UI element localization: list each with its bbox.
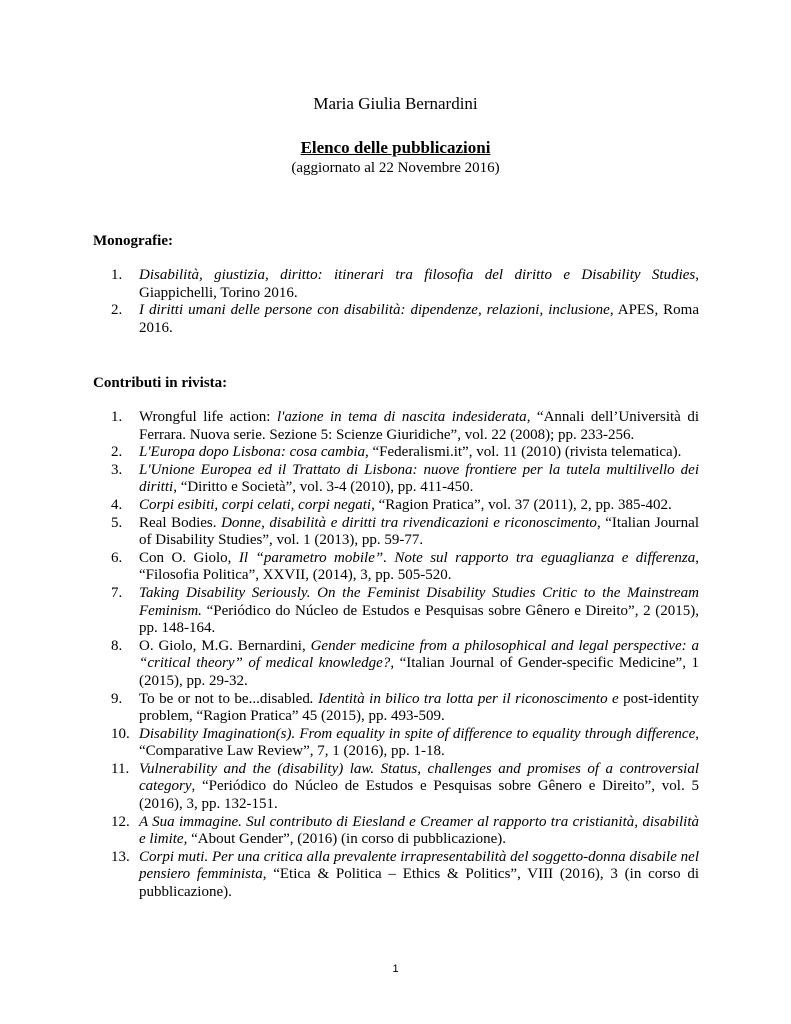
list-item-number: 10. bbox=[111, 725, 130, 742]
list-item bbox=[93, 849, 699, 902]
list-item bbox=[93, 638, 699, 691]
section-heading-contributi: Contributi in rivista: bbox=[93, 375, 228, 391]
text-segment: O. Giolo, M.G. Bernardini, bbox=[139, 637, 311, 654]
text-segment: , “Comparative Law Review”, 7, 1 (2016), pp. 1-18. bbox=[139, 725, 699, 760]
list-item bbox=[93, 585, 699, 638]
list-item-text bbox=[139, 497, 699, 515]
list-item-text bbox=[139, 585, 699, 638]
text-segment: Wrongful life action: bbox=[139, 409, 277, 425]
text-segment: Con O. Giolo, bbox=[139, 549, 239, 566]
author-name: Maria Giulia Bernardini bbox=[313, 94, 478, 113]
list-item bbox=[93, 267, 699, 302]
italic-title-segment: Disabilità, giustizia, diritto: itinerari tra filosofia del diritto e Disability Studies bbox=[139, 267, 696, 283]
contributi-list bbox=[93, 409, 699, 902]
list-item-text bbox=[139, 691, 699, 726]
list-item-number: 4. bbox=[111, 496, 123, 513]
list-item-number: 2. bbox=[111, 444, 123, 461]
text-segment: post-identity problem, “Ragion Pratica” 45 (2015), pp. 493-509. bbox=[139, 690, 700, 725]
italic-title-segment: Donne, disabilità e diritti tra rivendicazioni e riconoscimento bbox=[221, 514, 597, 531]
page-title: Elenco delle pubblicazioni bbox=[300, 138, 491, 157]
list-item bbox=[93, 409, 699, 444]
text-segment: To be or not to be...disabled bbox=[139, 690, 310, 707]
list-item-text bbox=[139, 726, 699, 761]
italic-title-segment: . Identità in bilico tra lotta per il riconoscimento e bbox=[309, 690, 619, 707]
list-item-text bbox=[139, 409, 699, 444]
italic-title-segment: L'Europa dopo Lisbona: cosa cambia bbox=[139, 444, 365, 461]
list-item bbox=[93, 497, 699, 515]
text-segment: , “Ragion Pratica”, vol. 37 (2011), 2, pp. 385-402. bbox=[371, 496, 672, 513]
list-item-number: 5. bbox=[111, 514, 123, 531]
list-item-number: 1. bbox=[111, 409, 123, 425]
text-segment: “About Gender”, (2016) (in corso di pubblicazione). bbox=[187, 831, 506, 848]
list-item bbox=[93, 726, 699, 761]
list-item-text bbox=[139, 444, 699, 462]
italic-title-segment: A Sua immagine. Sul contributo di Eiesland e Creamer al rapporto tra cristianità, disabilità e limite, bbox=[139, 813, 699, 848]
text-segment: , “Periódico do Núcleo de Estudos e Pesquisas sobre Gênero e Direito”, vol. 5 (2016), 3, pp. 132-151. bbox=[139, 778, 699, 813]
list-item bbox=[93, 302, 699, 337]
list-item-text bbox=[139, 550, 699, 585]
list-item bbox=[93, 462, 699, 497]
text-segment: , “Annali dell’Università di Ferrara. Nuova serie. Sezione 5: Scienze Giuridiche”, vol. 22 (2008); pp. 233-256. bbox=[139, 409, 699, 443]
list-item bbox=[93, 814, 699, 849]
text-segment: , “Italian Journal of Disability Studies”, vol. 1 (2013), pp. 59-77. bbox=[139, 514, 699, 549]
italic-title-segment: Vulnerability and the (disability) law. Status, challenges and promises of a controversial category bbox=[139, 760, 699, 795]
list-item bbox=[93, 691, 699, 726]
list-item-text bbox=[139, 849, 699, 902]
list-item-number: 3. bbox=[111, 461, 123, 478]
list-item-text bbox=[139, 462, 699, 497]
text-segment: , “Italian Journal of Gender-specific Medicine”, 1 (2015), pp. 29-32. bbox=[139, 655, 699, 689]
italic-title-segment: Corpi muti. Per una critica alla prevalente irrapresentabilità del soggetto-donna disabile nel pensiero femminista bbox=[139, 848, 699, 883]
italic-title-segment: L'Unione Europea ed il Trattato di Lisbona: nuove frontiere per la tutela multilivello dei diritti bbox=[139, 461, 699, 496]
page-subtitle: (aggiornato al 22 Novembre 2016) bbox=[291, 160, 500, 176]
text-segment: , Giappichelli, Torino 2016. bbox=[139, 267, 699, 301]
text-segment: , APES, Roma 2016. bbox=[139, 302, 699, 336]
italic-title-segment: Il “parametro mobile”. Note sul rapporto tra eguaglianza e differenza bbox=[238, 549, 696, 566]
list-item-number: 11. bbox=[111, 760, 130, 777]
list-item-number: 9. bbox=[111, 690, 123, 707]
list-item-number: 2. bbox=[111, 302, 123, 319]
list-item-number: 12. bbox=[111, 813, 130, 830]
text-segment: Real Bodies. bbox=[139, 514, 222, 531]
italic-title-segment: Gender medicine from a philosophical and legal perspective: a “critical theory” of medical knowledge? bbox=[139, 637, 699, 672]
list-item-number: 1. bbox=[111, 267, 123, 283]
monografie-list bbox=[93, 267, 699, 337]
italic-title-segment: Disability Imagination(s). From equality in spite of difference to equality through difference bbox=[139, 725, 696, 742]
page-number: 1 bbox=[392, 963, 399, 975]
section-heading-monografie: Monografie: bbox=[93, 233, 173, 249]
list-item-text bbox=[139, 302, 699, 337]
list-item-text bbox=[139, 638, 699, 691]
italic-title-segment: Taking Disability Seriously. On the Feminist Disability Studies Critic to the Mainstream Feminism. bbox=[139, 584, 699, 619]
text-segment: , “Diritto e Società”, vol. 3-4 (2010), pp. 411-450. bbox=[173, 479, 474, 496]
list-item-number: 8. bbox=[111, 637, 123, 654]
list-item-text bbox=[139, 814, 699, 849]
list-item-text bbox=[139, 267, 699, 302]
list-item bbox=[93, 515, 699, 550]
list-item bbox=[93, 444, 699, 462]
list-item-number: 13. bbox=[111, 848, 130, 865]
list-item bbox=[93, 550, 699, 585]
list-item-number: 6. bbox=[111, 549, 123, 566]
list-item-number: 7. bbox=[111, 584, 123, 601]
text-segment: , “Etica & Politica – Ethics & Politics”, VIII (2016), 3 (in corso di pubblicazione). bbox=[139, 866, 699, 901]
text-segment: “Periódico do Núcleo de Estudos e Pesquisas sobre Gênero e Direito”, 2 (2015), pp. 148-164. bbox=[139, 602, 699, 637]
list-item-text bbox=[139, 515, 699, 550]
list-item bbox=[93, 761, 699, 814]
italic-title-segment: I diritti umani delle persone con disabilità: dipendenze, relazioni, inclusione bbox=[139, 302, 610, 319]
list-item-text bbox=[139, 761, 699, 814]
italic-title-segment: l'azione in tema di nascita indesiderata bbox=[276, 409, 527, 425]
text-segment: , “Filosofia Politica”, XXVII, (2014), 3, pp. 505-520. bbox=[139, 549, 699, 584]
text-segment: , “Federalismi.it”, vol. 11 (2010) (rivista telematica). bbox=[365, 444, 682, 461]
italic-title-segment: Corpi esibiti, corpi celati, corpi negati bbox=[139, 496, 372, 513]
